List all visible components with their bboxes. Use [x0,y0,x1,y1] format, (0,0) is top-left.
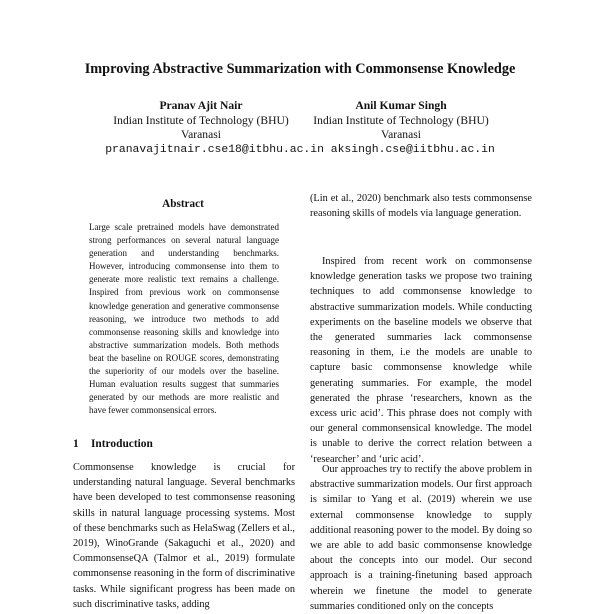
abstract-body: Large scale pretrained models have demonstrated strong performances on several natural language generation and understanding benchmarks. However, introducing commonsense into them to generate more realistic text remains a challenge. Inspired from previous work on commonsense knowledge generation and generative commonsense reasoning, we introduce two methods to add commonsense reasoning skills and knowledge into abstractive summarization models. Both methods beat the baseline on ROUGE scores, demonstrating the superiority of our models over the baseline. Human evaluation results suggest that summaries generated by our methods are more realistic and have fewer commonsensical errors. [89,222,279,416]
author-affiliation: Indian Institute of Technology (BHU) [313,113,489,127]
section-number: 1 [73,438,79,450]
intro-paragraph-left: Commonsense knowledge is crucial for understanding natural language. Several benchmarks have been developed to test commonsense reasoning skills in natural language processing systems. Most of these benchmarks such as HelaSwag (Zellers et al., 2019), WinoGrande (Sakaguchi et al., 2020) and CommonsenseQA (Talmor et al., 2019) formulate commonsense reasoning in the form of discriminative tasks. While significant progress has been made on such discriminative tasks, adding [73,462,295,610]
author-affiliation: Indian Institute of Technology (BHU) [113,113,289,127]
intro-paragraph-right-3: Our approaches try to rectify the above problem in abstractive summarization models. Our first approach is similar to Yang et al. (2019) wherein we use external commonsense knowledge to supply additional reasoning power to the model. By doing so we are able to add basic commonsense knowledge about the concepts into our model. Our second approach is a training-finetuning based approach wherein we finetune the model to generate summaries conditioned only on the concepts [310,464,532,612]
section-title: Introduction [91,438,153,450]
author-block-2 [296,99,506,143]
author-city: Varanasi [181,128,221,141]
abstract-heading: Abstract [162,198,204,210]
section-heading-introduction [73,438,153,450]
author-city: Varanasi [381,128,421,141]
intro-paragraph-right-2: Inspired from recent work on commonsense knowledge generation tasks we propose two training techniques to add commonsense knowledge to abstractive summarization models. While conducting experiments on the baseline models we observe that the generated summaries lack commonsense reasoning in them, i.e the models are unable to capture basic commonsense knowledge while generating summaries. For example, the model generated the phrase ‘researchers, known as the excess uric acid’. This phrase does not comply with our general commonsensical knowledge. The model is unable to derive the correct relation between a ‘researcher’ and ‘uric acid’. [310,256,532,465]
intro-paragraph-right-continued: (Lin et al., 2020) benchmark also tests commonsense reasoning skills of models via language generation. [310,193,532,220]
author-name: Pranav Ajit Nair [159,99,243,112]
author-name: Anil Kumar Singh [355,99,447,112]
paper-title: Improving Abstractive Summarization with Commonsense Knowledge [84,61,516,77]
author-emails: pranavajitnair.cse18@itbhu.ac.in aksingh.cse@iitbhu.ac.in [105,144,495,156]
author-block-1 [96,99,306,143]
